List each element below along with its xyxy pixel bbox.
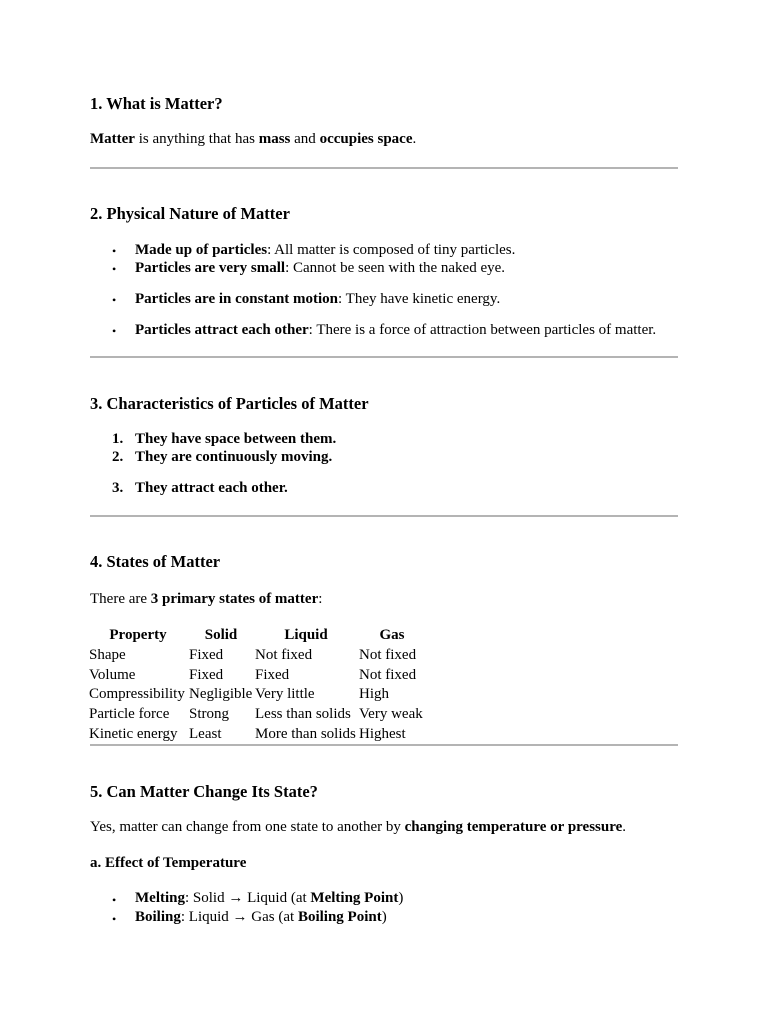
item-bold: Melting [135, 890, 185, 906]
table-row [88, 705, 426, 725]
table-cell: Highest [359, 725, 406, 742]
table-cell: More than solids [255, 725, 356, 742]
item-number: 2. [112, 449, 124, 465]
item-number: 3. [112, 480, 124, 496]
table-row [88, 724, 426, 744]
text-span: Yes, matter can change from one state to another by [90, 819, 405, 835]
item-text: : There is a force of attraction between particles of matter. [308, 322, 657, 338]
item-text: They are continuously moving. [135, 449, 333, 465]
item-bold: Melting Point [310, 890, 399, 906]
table-cell: Shape [89, 647, 126, 664]
section-4-intro [90, 591, 322, 608]
text-span: . [412, 131, 417, 147]
divider [90, 356, 678, 358]
table-row [88, 685, 426, 705]
col-header-property: Property [109, 627, 167, 643]
bullet-icon: • [112, 244, 117, 258]
text-span: and [290, 131, 320, 147]
item-text: : Solid → Liquid (at [185, 890, 311, 906]
table-cell: Least [189, 725, 222, 742]
item-text: ) [398, 890, 404, 906]
states-table [88, 625, 426, 744]
table-cell: Very little [255, 686, 315, 703]
item-bold: Particles attract each other [135, 322, 309, 338]
text-span: . [622, 819, 627, 835]
term-matter: Matter [90, 131, 135, 147]
col-header-gas: Gas [379, 627, 405, 643]
item-bold: Particles are very small [135, 260, 286, 276]
section-3-heading: 3. Characteristics of Particles of Matter [90, 394, 369, 413]
table-row [88, 646, 426, 666]
item-text: ) [381, 909, 387, 925]
bullet-icon: • [112, 293, 117, 307]
table-row [88, 666, 426, 686]
divider [90, 167, 678, 169]
item-text: : Liquid → Gas (at [180, 909, 298, 925]
bullet-icon: • [112, 262, 117, 276]
item-text: They have space between them. [135, 431, 337, 447]
term-mass: mass [258, 131, 291, 147]
text-span: : [318, 591, 323, 607]
table-cell: Volume [89, 666, 136, 683]
table-cell: Fixed [189, 647, 224, 664]
table-cell: Not fixed [255, 647, 313, 664]
subsection-a-heading: a. Effect of Temperature [90, 855, 247, 871]
table-cell: High [359, 686, 389, 703]
table-cell: Particle force [89, 706, 170, 723]
table-cell: Negligible [189, 686, 253, 703]
item-bold: Made up of particles [135, 242, 268, 258]
section-2-heading: 2. Physical Nature of Matter [90, 204, 290, 223]
table-cell: Less than solids [255, 706, 351, 723]
term-primary-states: 3 primary states of matter [150, 591, 319, 607]
divider [90, 515, 678, 517]
bullet-icon: • [112, 912, 117, 926]
item-bold: Boiling [135, 909, 181, 925]
table-cell: Strong [189, 706, 230, 723]
table-cell: Compressibility [89, 686, 185, 703]
col-header-liquid: Liquid [284, 627, 328, 643]
section-5-intro [90, 819, 626, 836]
item-text: : Cannot be seen with the naked eye. [285, 260, 506, 276]
section-1-heading: 1. What is Matter? [90, 94, 223, 113]
table-cell: Not fixed [359, 647, 417, 664]
term-occupies-space: occupies space [319, 131, 413, 147]
term-temperature-pressure: changing temperature or pressure [404, 819, 623, 835]
text-span: There are [90, 591, 151, 607]
item-text: : All matter is composed of tiny particles. [267, 242, 516, 258]
bullet-icon: • [112, 893, 117, 907]
section-1-paragraph [90, 131, 416, 148]
item-bold: Particles are in constant motion [135, 291, 339, 307]
item-bold: Boiling Point [297, 909, 382, 925]
table-cell: Fixed [255, 666, 290, 683]
col-header-solid: Solid [204, 627, 238, 643]
item-text: They attract each other. [135, 480, 288, 496]
table-cell: Very weak [359, 706, 423, 723]
section-5-heading: 5. Can Matter Change Its State? [90, 782, 318, 801]
table-cell: Fixed [189, 666, 224, 683]
section-4-heading: 4. States of Matter [90, 552, 221, 571]
item-number: 1. [112, 431, 124, 447]
text-span: is anything that has [134, 131, 259, 147]
divider [90, 744, 678, 746]
table-cell: Kinetic energy [89, 725, 178, 742]
table-header-row [88, 625, 426, 646]
bullet-icon: • [112, 324, 117, 338]
item-text: : They have kinetic energy. [338, 291, 501, 307]
table-cell: Not fixed [359, 666, 417, 683]
